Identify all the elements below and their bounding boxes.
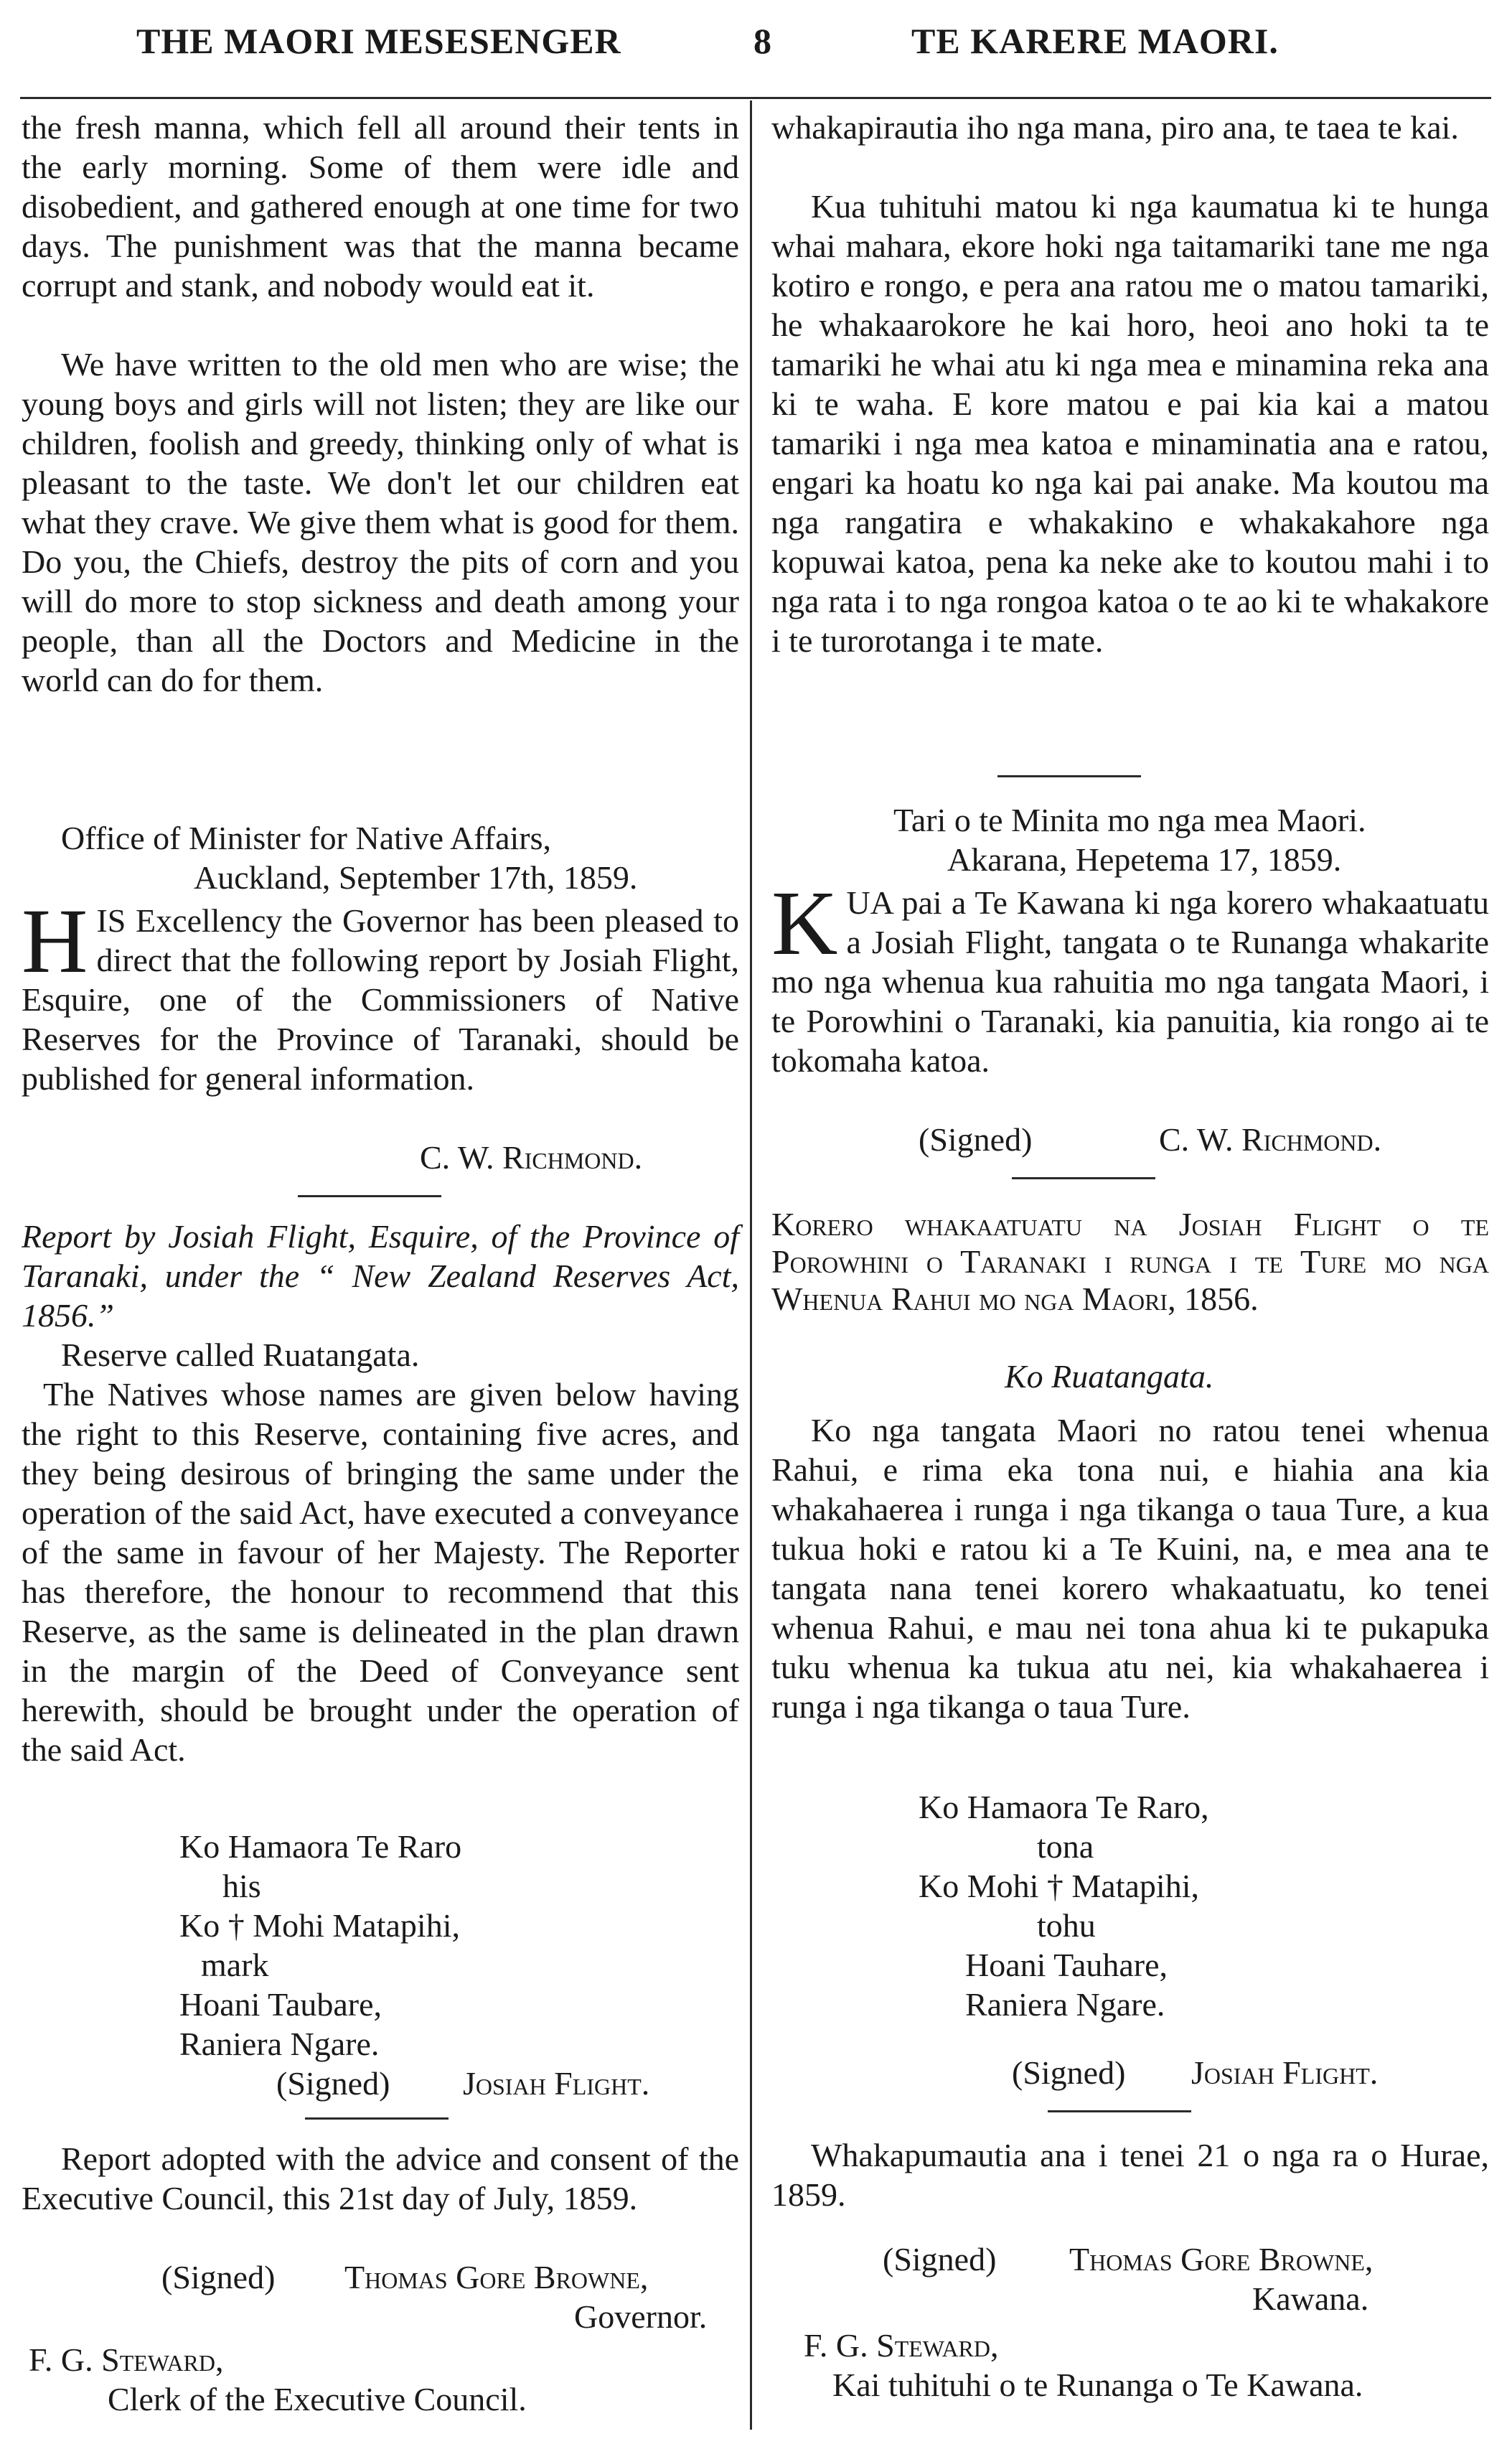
maori-name-4: tohu <box>1037 1907 1096 1944</box>
english-section-rule-2 <box>305 2117 449 2120</box>
maori-notice-body: UA pai a Te Kawana ki nga korero whakaatuatu a Josiah Flight, tangata o te Runanga whakarite mo nga whenua kua rahuitia mo nga tangata Maori, i te Porowhini o Taranaki, kia panuitia, kia rongo ai te tokomaha katoa. <box>771 884 1489 1079</box>
english-name-4: mark <box>201 1947 269 1983</box>
maori-name-5: Hoani Tauhare, <box>965 1947 1168 1983</box>
masthead-english-title: THE MAORI MESESENGER <box>136 21 621 61</box>
english-governor-name: Thomas Gore Browne, <box>344 2259 649 2295</box>
header-rule <box>20 97 1491 99</box>
english-notice-body: IS Excellency the Governor has been pleased to direct that the following report by Josiah Flight, Esquire, one of the Commissioners of Native Reserves for the Province of Taranaki, should be published for general information. <box>22 902 739 1097</box>
maori-reserve-line: Ko Ruatangata. <box>1005 1358 1214 1395</box>
maori-office-line: Tari o te Minita mo nga mea Maori. <box>893 802 1366 838</box>
english-adopted-text: Report adopted with the advice and consent of the Executive Council, this 21st day of July, 1859. <box>22 2140 739 2216</box>
maori-clerk-title: Kai tuhituhi o te Runanga o Te Kawana. <box>832 2367 1363 2403</box>
english-report-body: The Natives whose names are given below having the right to this Reserve, containing five acres, and they being desirous of bringing the same under the operation of the said Act, have executed a conveyance of the same in favour of her Majesty. The Reporter has therefore, the honour to recommend that this Reserve, as the same is delineated in the plan drawn in the margin of the Deed of Conveyance sent herewith, should be brought under the operation of the said Act. <box>22 1376 739 1768</box>
english-report-heading: Report by Josiah Flight, Esquire, of the Province of Taranaki, under the “ New Zealand Reserves Act, 1856.” <box>22 1218 739 1334</box>
maori-name-2: tona <box>1037 1828 1094 1865</box>
maori-governor-title: Kawana. <box>1252 2280 1369 2317</box>
column-divider <box>750 100 752 2430</box>
english-intro-paragraph-2: We have written to the old men who are wise; the young boys and girls will not listen; they are like our children, foolish and greedy, thinking only of what is pleasant to the taste. We don't let our children eat what they crave. We give them what is good for them. Do you, the Chiefs, destroy the pits of corn and you will do more to stop sickness and death among your people, than all the Doctors and Medicine in the world can do for them. <box>22 346 739 698</box>
maori-clerk-name: F. G. Steward, <box>804 2327 999 2364</box>
english-section-rule-1 <box>298 1195 441 1197</box>
english-reserve-line: Reserve called Ruatangata. <box>61 1336 420 1373</box>
maori-governor-name: Thomas Gore Browne, <box>1069 2241 1374 2278</box>
maori-section-rule-2 <box>1012 1177 1155 1179</box>
english-notice <box>22 890 739 1098</box>
maori-adopted-text: Whakapumautia ana i tenei 21 o nga ra o Hurae, 1859. <box>771 2137 1489 2213</box>
maori-report-heading: Korero whakaatuatu na Josiah Flight o te Porowhini o Taranaki i runga i te Ture mo nga Whenua Rahui mo nga Maori, 1856. <box>771 1206 1489 1317</box>
maori-notice <box>771 872 1489 1080</box>
maori-intro-paragraph-2: Kua tuhituhi matou ki nga kaumatua ki te hunga whai mahara, ekore hoki nga taitamariki tane me nga kotiro e rongo, e pera ana ratou me o matou tamariki, he whakaarokore he kai horo, heoi ano hoki ta te tamariki he whai atu ki nga mea e minamina reka ana ki te waha. E kore matou e pai kia kai a matou tamariki i nga mea katoa e minaminatia ana e ratou, engari ka hoatu ko nga kai pai anake. Ma koutou ma nga rangatira e whakakino e whakakahore nga kopuwai katoa, pena ka neke ake to koutou mahi i to nga rata i to nga rongoa katoa o te ao ki te whakakore i te turorotanga i te mate. <box>771 188 1489 659</box>
maori-name-6: Raniera Ngare. <box>965 1986 1165 2023</box>
page-number: 8 <box>753 21 772 61</box>
maori-intro-paragraph-1: whakapirautia iho nga mana, piro ana, te taea te kai. <box>771 109 1459 146</box>
english-date-line: Auckland, September 17th, 1859. <box>194 859 638 896</box>
english-name-1: Ko Hamaora Te Raro <box>179 1828 462 1865</box>
masthead-maori-title: TE KARERE MAORI. <box>911 21 1279 61</box>
maori-signed-label: (Signed) <box>1012 2054 1126 2091</box>
english-clerk-title: Clerk of the Executive Council. <box>108 2381 527 2417</box>
maori-governor-signed-label: (Signed) <box>883 2241 997 2278</box>
english-office-line: Office of Minister for Native Affairs, <box>61 820 551 856</box>
english-name-6: Raniera Ngare. <box>179 2026 380 2062</box>
english-signed-name: Josiah Flight. <box>463 2065 650 2102</box>
english-intro-paragraph-1: the fresh manna, which fell all around their tents in the early morning. Some of them were idle and disobedient, and gathered enough at one time for two days. The punishment was that the manna became corrupt and stank, and nobody would eat it. <box>22 109 739 304</box>
maori-notice-dropcap: K <box>771 872 838 974</box>
maori-section-rule-3 <box>1048 2110 1191 2112</box>
maori-notice-signature: C. W. Richmond. <box>1159 1121 1382 1158</box>
english-clerk-name: F. G. Steward, <box>29 2341 224 2378</box>
english-governor-signed-label: (Signed) <box>161 2259 276 2295</box>
maori-date-line: Akarana, Hepetema 17, 1859. <box>947 841 1342 878</box>
english-name-5: Hoani Taubare, <box>179 1986 382 2023</box>
maori-notice-signed-label: (Signed) <box>919 1121 1033 1158</box>
maori-name-3: Ko Mohi † Matapihi, <box>919 1868 1199 1904</box>
english-name-2: his <box>222 1868 261 1904</box>
english-signed-label: (Signed) <box>276 2065 390 2102</box>
maori-report-body: Ko nga tangata Maori no ratou tenei whenua Rahui, e rima eka tona nui, e hiahia ana kia whakahaerea i runga i nga tikanga o taua Ture, a kua tukua hoki e ratou ki a Te Kuini, na, e mea ana te tangata nana tenei korero whakaatuatu, ko tenei whenua Rahui, e mau nei tona ahua ki te pukapuka tuku whenua ka tukua atu nei, kia whakahaerea i runga i nga tikanga o taua Ture. <box>771 1412 1489 1725</box>
english-name-3: Ko † Mohi Matapihi, <box>179 1907 460 1944</box>
maori-section-rule-1 <box>997 775 1141 777</box>
maori-name-1: Ko Hamaora Te Raro, <box>919 1789 1209 1825</box>
english-notice-dropcap: H <box>22 890 88 992</box>
maori-signed-name: Josiah Flight. <box>1191 2054 1379 2091</box>
english-governor-title: Governor. <box>574 2298 708 2335</box>
english-notice-signature: C. W. Richmond. <box>420 1139 643 1176</box>
